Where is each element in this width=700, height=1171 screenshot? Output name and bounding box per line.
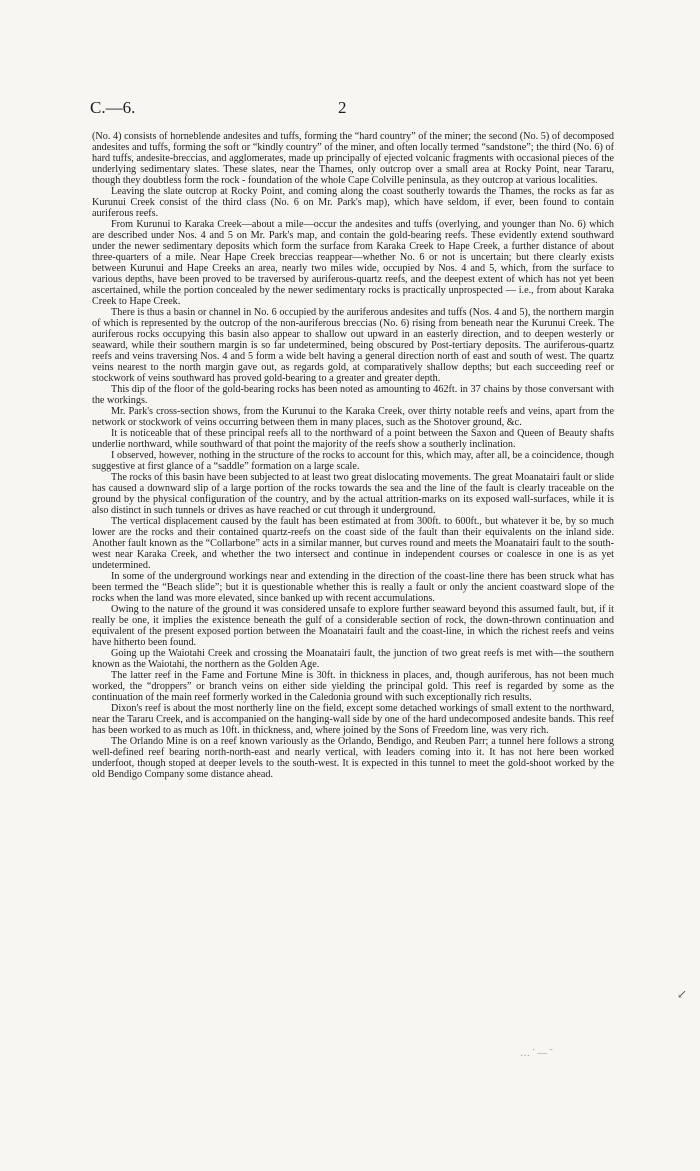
paragraph: There is thus a basin or channel in No. 6 occupied by the auriferous andesites and tuffs (Nos. 4 and 5), the northern margin of which is represented by the outcrop of the non-auriferous breccias (No. 6) rising from beneath near the Kurunui Creek. The auriferous rocks occupying this basin also appear to shallow out upward in an easterly direction, and to deepen westerly or seaward, while their southern margin is so far undetermined, being obscured by Post-tertiary deposits. The auriferous-quartz reefs and veins traversing Nos. 4 and 5 form a wide belt having a general direction north of east and south of west. The quartz veins nearest to the north margin gave out, as regards gold, at comparatively shallow depths; but each succeeding reef or stockwork of veins southward has proved gold-bearing to a greater and greater depth. [92, 307, 614, 384]
paragraph: The latter reef in the Fame and Fortune Mine is 30ft. in thickness in places, and, though auriferous, has not been much worked, the “droppers” or branch veins on either side yielding the principal gold. This reef is regarded by some as the continuation of the main reef formerly worked in the Caledonia ground with such exceptionally rich results. [92, 670, 614, 703]
paragraph: From Kurunui to Karaka Creek—about a mile—occur the andesites and tuffs (overlying, and younger than No. 6) which are described under Nos. 4 and 5 on Mr. Park's map, and contain the gold-bearing reefs. These evidently extend southward under the newer sedimentary deposits which form the surface from Karaka Creek to Hape Creek, a further distance of about three-quarters of a mile. Near Hape Creek breccias reappear—whether No. 6 or not is uncertain; but there clearly exists between Kurunui and Hape Creeks an area, nearly two miles wide, occupied by Nos. 4 and 5, which, from the surface to various depths, have been proved to be traversed by auriferous-quartz reefs, and the deepest extent of which has not yet been ascertained, while the portion concealed by the newer sedimentary rocks is practically unprospected — i.e., from about Karaka Creek to Hape Creek. [92, 219, 614, 307]
margin-arrow-icon: ↙ [677, 987, 688, 1001]
ink-smudge-mark: …˙—˜ [520, 1048, 555, 1059]
body-text [92, 131, 614, 780]
paragraph: I observed, however, nothing in the structure of the rocks to account for this, which may, after all, be a coincidence, though suggestive at first glance of a “saddle” formation on a large scale. [92, 450, 614, 472]
paragraph: The Orlando Mine is on a reef known variously as the Orlando, Bendigo, and Reuben Parr; a tunnel here follows a strong well-defined reef bearing north-north-east and nearly vertical, with leaders coming into it. It has not here been worked underfoot, though stoped at deeper levels to the south-west. It is expected in this tunnel to meet the gold-shoot worked by the old Bendigo Company some distance ahead. [92, 736, 614, 780]
page-header [90, 98, 610, 122]
document-code: C.—6. [90, 98, 136, 117]
paragraph: Going up the Waiotahi Creek and crossing the Moanatairi fault, the junction of two great reefs is met with—the southern known as the Waiotahi, the northern as the Golden Age. [92, 648, 614, 670]
paragraph: Dixon's reef is about the most northerly line on the field, except some detached workings of small extent to the northward, near the Tararu Creek, and is accompanied on the hanging-wall side by one of the hard undecomposed andesite bands. This reef has been worked to as much as 10ft. in thickness, and, where joined by the Sons of Freedom line, was very rich. [92, 703, 614, 736]
page-number: 2 [338, 98, 347, 117]
paragraph: Owing to the nature of the ground it was considered unsafe to explore further seaward beyond this assumed fault, but, if it really be one, it implies the existence beneath the gulf of a considerable section of rock, the down-thrown continuation and equivalent of the present exposed portion between the Moanatairi fault and the coast-line, in which the richest reefs and veins have hitherto been found. [92, 604, 614, 648]
paragraph: The vertical displacement caused by the fault has been estimated at from 300ft. to 600ft., but whatever it be, by so much lower are the rocks and their contained quartz-reefs on the coast side of the fault than their equivalents on the inland side. Another fault known as the “Collarbone” acts in a similar manner, but curves round and meets the Moanatairi fault to the south-west near Karaka Creek, and whether the two intersect and continue in independent courses or coalesce in one is as yet undetermined. [92, 516, 614, 571]
paragraph: Mr. Park's cross-section shows, from the Kurunui to the Karaka Creek, over thirty notable reefs and veins, apart from the network or stockwork of veins occurring between them in many places, such as the Shotover ground, &c. [92, 406, 614, 428]
paragraph: In some of the underground workings near and extending in the direction of the coast-line there has been struck what has been termed the “Beach slide”; but it is questionable whether this is really a fault or only the ancient coastward slope of the rocks when the land was more elevated, since banked up with recent accumulations. [92, 571, 614, 604]
paragraph: It is noticeable that of these principal reefs all to the northward of a point between the Saxon and Queen of Beauty shafts underlie northward, while southward of that point the majority of the reefs show a southerly inclination. [92, 428, 614, 450]
paragraph: The rocks of this basin have been subjected to at least two great dislocating movements. The great Moanatairi fault or slide has caused a downward slip of a large portion of the rocks towards the sea and the line of the fault is clearly traceable on the ground by the physical configuration of the country, and by the actual attrition-marks on its exposed wall-surfaces, while it is also distinct in such tunnels or drives as have reached or cut through it underground. [92, 472, 614, 516]
paragraph: (No. 4) consists of horneblende andesites and tuffs, forming the “hard country” of the miner; the second (No. 5) of decomposed andesites and tuffs, forming the soft or “kindly country” of the miner, and often locally termed “sandstone”; the third (No. 6) of hard tuffs, andesite-breccias, and agglomerates, made up principally of ejected volcanic fragments with occasional pieces of the underlying sedimentary slates. These slates, near the Thames, only outcrop over a small area at Rocky Point, near Tararu, though they doubtless form the rock - foundation of the whole Cape Colville peninsula, as they outcrop at various localities. [92, 131, 614, 186]
paragraph: This dip of the floor of the gold-bearing rocks has been noted as amounting to 462ft. in 37 chains by those conversant with the workings. [92, 384, 614, 406]
paragraph: Leaving the slate outcrop at Rocky Point, and coming along the coast southerly towards the Thames, the rocks as far as Kurunui Creek consist of the third class (No. 6 on Mr. Park's map), which have seldom, if ever, been found to contain auriferous reefs. [92, 186, 614, 219]
